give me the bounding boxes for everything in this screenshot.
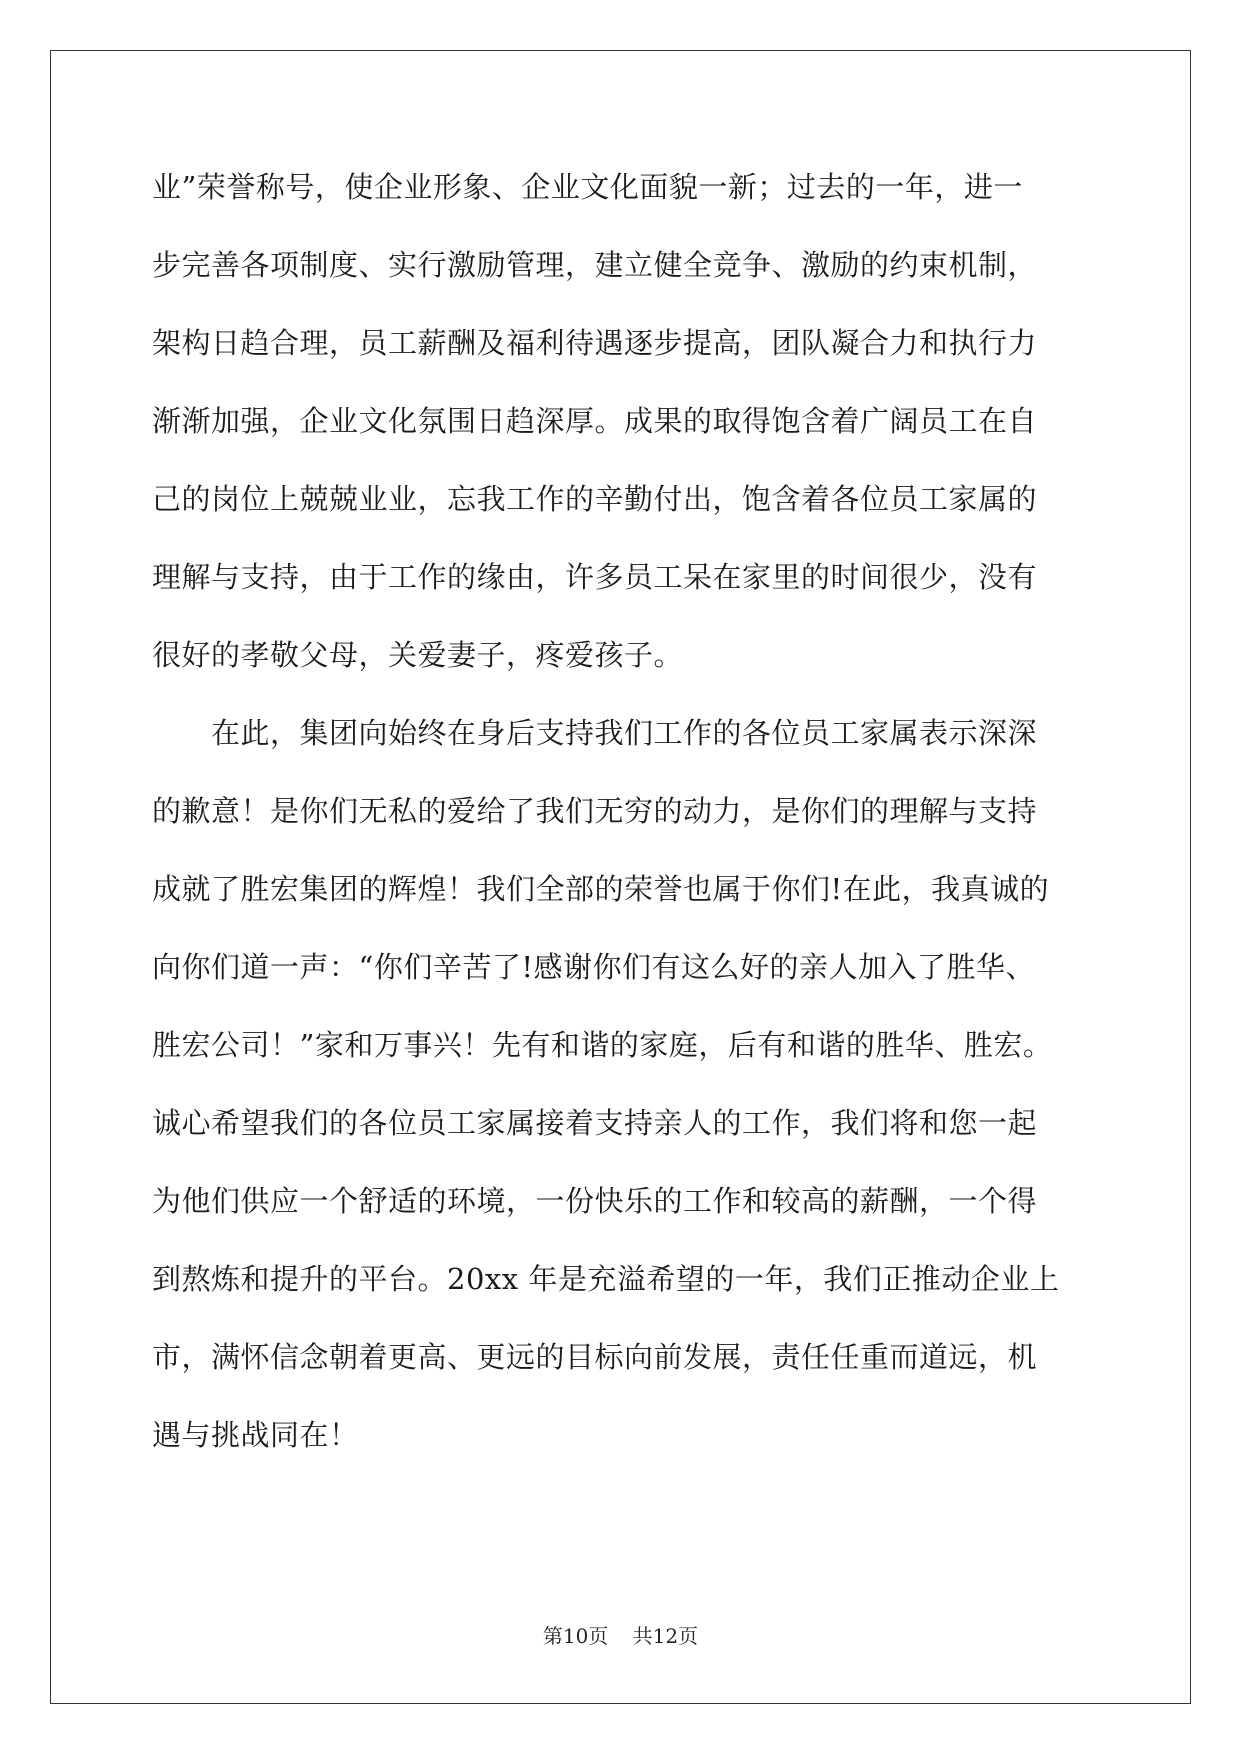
text-line: 架构日趋合理，员工薪酬及福利待遇逐步提高，团队凝合力和执行力 [152, 326, 1038, 360]
text-line: 胜宏公司！”家和万事兴！先有和谐的家庭，后有和谐的胜华、胜宏。 [152, 1028, 1053, 1062]
document-body [152, 160, 1092, 1486]
text-line: 己的岗位上兢兢业业，忘我工作的辛勤付出，饱含着各位员工家属的 [152, 482, 1038, 516]
text-line: 成就了胜宏集团的辉煌！我们全部的荣誉也属于你们!在此，我真诚的 [152, 872, 1050, 906]
text-line: 到熬炼和提升的平台。20xx 年是充溢希望的一年，我们正推动企业上 [152, 1262, 1060, 1296]
text-line: 很好的孝敬父母，关爱妻子，疼爱孩子。 [152, 638, 684, 672]
text-line: 理解与支持，由于工作的缘由，许多员工呆在家里的时间很少，没有 [152, 560, 1038, 594]
text-line: 遇与挑战同在！ [152, 1418, 359, 1452]
page-footer [0, 1620, 1241, 1649]
text-line: 在此，集团向始终在身后支持我们工作的各位员工家属表示深深 [152, 716, 1038, 750]
text-line: 向你们道一声：“你们辛苦了!感谢你们有这么好的亲人加入了胜华、 [152, 950, 1035, 984]
text-line: 的歉意！是你们无私的爱给了我们无穷的动力，是你们的理解与支持 [152, 794, 1038, 828]
text-line: 渐渐加强，企业文化氛围日趋深厚。成果的取得饱含着广阔员工在自 [152, 404, 1038, 438]
text-line: 步完善各项制度、实行激励管理，建立健全竞争、激励的约束机制， [152, 248, 1038, 282]
page-number: 第10页 [542, 1624, 609, 1648]
text-line: 诚心希望我们的各位员工家属接着支持亲人的工作，我们将和您一起 [152, 1106, 1038, 1140]
text-line: 为他们供应一个舒适的环境，一份快乐的工作和较高的薪酬，一个得 [152, 1184, 1038, 1218]
text-line: 市，满怀信念朝着更高、更远的目标向前发展，责任任重而道远，机 [152, 1340, 1038, 1374]
page-total: 共12页 [632, 1624, 699, 1648]
text-line: 业”荣誉称号，使企业形象、企业文化面貌一新；过去的一年，进一 [152, 170, 1023, 204]
